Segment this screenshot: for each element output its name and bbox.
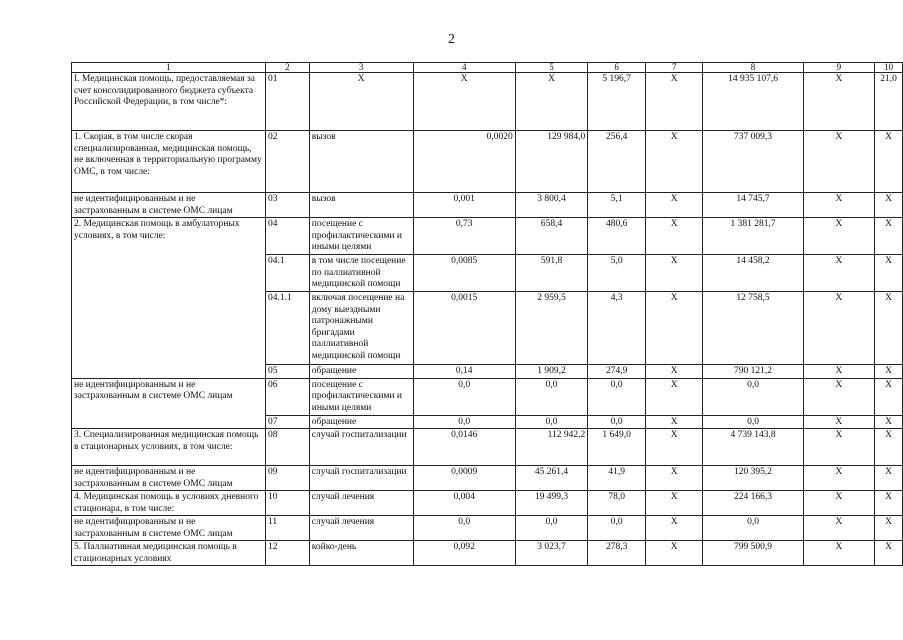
value-cell: 45 261,4: [515, 466, 588, 491]
value-cell: X: [803, 365, 874, 379]
unit-cell: X: [309, 73, 413, 131]
value-cell: X: [803, 516, 874, 541]
value-cell: X: [645, 378, 703, 415]
table-row: [72, 516, 903, 541]
value-cell: 0,0009: [413, 466, 515, 491]
value-cell: 0,0: [515, 415, 588, 429]
row-code-cell: 06: [265, 378, 309, 415]
value-cell: 0,0020: [413, 131, 515, 193]
column-header: 3: [309, 63, 413, 73]
value-cell: 120 395,2: [703, 466, 803, 491]
value-cell: 480,6: [588, 218, 646, 255]
column-number-row: [72, 63, 903, 73]
value-cell: 14 935 107,6: [703, 73, 803, 131]
table-row: [72, 541, 903, 566]
row-code-cell: 12: [265, 541, 309, 566]
value-cell: 790 121,2: [703, 365, 803, 379]
value-cell: 1 649,0: [588, 429, 646, 466]
value-cell: 0,0085: [413, 255, 515, 292]
value-cell: 0,0015: [413, 292, 515, 365]
row-name-cell: 2. Медицинская помощь в амбулаторных условиях, в том числе:: [72, 218, 266, 379]
value-cell: 591,8: [515, 255, 588, 292]
value-cell: X: [875, 466, 903, 491]
value-cell: 0,14: [413, 365, 515, 379]
unit-cell: обращение: [309, 365, 413, 379]
value-cell: 0,0: [703, 378, 803, 415]
value-cell: 5,1: [588, 193, 646, 218]
value-cell: X: [875, 415, 903, 429]
row-name-cell: 1. Скорая, в том числе скорая специализированная, медицинская помощь, не включенная в территориальную программу ОМС, в том числе:: [72, 131, 266, 193]
value-cell: 2 959,5: [515, 292, 588, 365]
value-cell: 0,73: [413, 218, 515, 255]
value-cell: X: [645, 292, 703, 365]
value-cell: 0,092: [413, 541, 515, 566]
value-cell: X: [803, 218, 874, 255]
value-cell: 112 942,2: [515, 429, 588, 466]
row-code-cell: 02: [265, 131, 309, 193]
value-cell: 0,0: [703, 516, 803, 541]
column-header: 10: [875, 63, 903, 73]
value-cell: 0,0: [515, 378, 588, 415]
row-code-cell: 04: [265, 218, 309, 255]
value-cell: 0,0: [588, 378, 646, 415]
value-cell: 5 196,7: [588, 73, 646, 131]
value-cell: 0,0: [413, 516, 515, 541]
value-cell: 0,0: [703, 415, 803, 429]
value-cell: 0,0: [588, 415, 646, 429]
table-row: [72, 466, 903, 491]
value-cell: X: [803, 292, 874, 365]
value-cell: X: [803, 131, 874, 193]
value-cell: 21,0: [875, 73, 903, 131]
value-cell: X: [803, 491, 874, 516]
table-row: [72, 193, 903, 218]
table-row: [72, 131, 903, 193]
page-number: 2: [448, 32, 455, 47]
unit-cell: случай госпитализации: [309, 466, 413, 491]
unit-cell: случай лечения: [309, 491, 413, 516]
value-cell: X: [645, 255, 703, 292]
column-header: 5: [515, 63, 588, 73]
column-header: 2: [265, 63, 309, 73]
row-code-cell: 09: [265, 466, 309, 491]
row-name-cell: 5. Паллиативная медицинская помощь в стационарных условиях: [72, 541, 266, 566]
row-code-cell: 04.1: [265, 255, 309, 292]
value-cell: X: [803, 541, 874, 566]
value-cell: X: [803, 429, 874, 466]
value-cell: X: [803, 466, 874, 491]
value-cell: 274,9: [588, 365, 646, 379]
row-code-cell: 01: [265, 73, 309, 131]
unit-cell: вызов: [309, 193, 413, 218]
row-code-cell: 10: [265, 491, 309, 516]
unit-cell: посещение с профилактическими и иными целями: [309, 378, 413, 415]
value-cell: 256,4: [588, 131, 646, 193]
value-cell: 129 984,0: [515, 131, 588, 193]
unit-cell: обращение: [309, 415, 413, 429]
value-cell: X: [645, 131, 703, 193]
value-cell: X: [645, 516, 703, 541]
value-cell: 3 023,7: [515, 541, 588, 566]
column-header: 1: [72, 63, 266, 73]
value-cell: X: [875, 255, 903, 292]
row-name-cell: не идентифицированным и не застрахованным в системе ОМС лицам: [72, 466, 266, 491]
value-cell: X: [875, 131, 903, 193]
row-name-cell: 3. Специализированная медицинская помощь в стационарных условиях, в том числе:: [72, 429, 266, 466]
table-row: [72, 491, 903, 516]
table-row: [72, 378, 903, 415]
value-cell: X: [875, 516, 903, 541]
budget-table: [71, 62, 903, 566]
unit-cell: в том числе посещение по паллиативной медицинской помощи: [309, 255, 413, 292]
table-row: [72, 218, 903, 255]
value-cell: X: [413, 73, 515, 131]
value-cell: X: [875, 292, 903, 365]
value-cell: 41,9: [588, 466, 646, 491]
column-header: 8: [703, 63, 803, 73]
value-cell: 1 909,2: [515, 365, 588, 379]
row-name-cell: не идентифицированным и не застрахованным в системе ОМС лицам: [72, 378, 266, 429]
value-cell: X: [875, 218, 903, 255]
value-cell: 658,4: [515, 218, 588, 255]
value-cell: 78,0: [588, 491, 646, 516]
value-cell: X: [875, 365, 903, 379]
value-cell: X: [645, 415, 703, 429]
value-cell: X: [645, 193, 703, 218]
value-cell: X: [803, 415, 874, 429]
value-cell: X: [875, 541, 903, 566]
value-cell: 0,0: [413, 415, 515, 429]
unit-cell: случай госпитализации: [309, 429, 413, 466]
value-cell: X: [875, 193, 903, 218]
row-code-cell: 04.1.1: [265, 292, 309, 365]
value-cell: 0,0: [588, 516, 646, 541]
value-cell: X: [803, 255, 874, 292]
value-cell: X: [645, 218, 703, 255]
value-cell: X: [645, 541, 703, 566]
value-cell: X: [645, 491, 703, 516]
unit-cell: койко-день: [309, 541, 413, 566]
table-row: [72, 429, 903, 466]
row-name-cell: не идентифицированным и не застрахованным в системе ОМС лицам: [72, 193, 266, 218]
unit-cell: посещение с профилактическими и иными целями: [309, 218, 413, 255]
row-name-cell: 4. Медицинская помощь в условиях дневного стационара, в том числе:: [72, 491, 266, 516]
value-cell: X: [803, 73, 874, 131]
column-header: 6: [588, 63, 646, 73]
unit-cell: случай лечения: [309, 516, 413, 541]
value-cell: 1 381 281,7: [703, 218, 803, 255]
unit-cell: вызов: [309, 131, 413, 193]
value-cell: 3 800,4: [515, 193, 588, 218]
value-cell: 224 166,3: [703, 491, 803, 516]
value-cell: X: [645, 365, 703, 379]
value-cell: X: [803, 193, 874, 218]
value-cell: 14 745,7: [703, 193, 803, 218]
row-code-cell: 07: [265, 415, 309, 429]
row-code-cell: 03: [265, 193, 309, 218]
value-cell: X: [645, 73, 703, 131]
value-cell: 12 758,5: [703, 292, 803, 365]
row-code-cell: 08: [265, 429, 309, 466]
value-cell: 0,0146: [413, 429, 515, 466]
value-cell: 278,3: [588, 541, 646, 566]
row-code-cell: 11: [265, 516, 309, 541]
value-cell: X: [875, 378, 903, 415]
row-name-cell: не идентифицированным и не застрахованным в системе ОМС лицам: [72, 516, 266, 541]
column-header: 7: [645, 63, 703, 73]
row-name-cell: I. Медицинская помощь, предоставляемая за счет консолидированного бюджета субъекта Российской Федерации, в том числе*:: [72, 73, 266, 131]
value-cell: X: [645, 429, 703, 466]
value-cell: X: [875, 429, 903, 466]
value-cell: X: [515, 73, 588, 131]
value-cell: 14 458,2: [703, 255, 803, 292]
value-cell: 19 499,3: [515, 491, 588, 516]
value-cell: X: [803, 378, 874, 415]
value-cell: 4 739 143,8: [703, 429, 803, 466]
column-header: 4: [413, 63, 515, 73]
value-cell: X: [645, 466, 703, 491]
value-cell: 4,3: [588, 292, 646, 365]
table-row: [72, 73, 903, 131]
value-cell: 799 500,9: [703, 541, 803, 566]
column-header: 9: [803, 63, 874, 73]
value-cell: 0,0: [413, 378, 515, 415]
unit-cell: включая посещение на дому выездными патронажными бригадами паллиативной медицинской помощи: [309, 292, 413, 365]
value-cell: X: [875, 491, 903, 516]
row-code-cell: 05: [265, 365, 309, 379]
value-cell: 5,0: [588, 255, 646, 292]
value-cell: 0,004: [413, 491, 515, 516]
value-cell: 0,0: [515, 516, 588, 541]
value-cell: 737 009,3: [703, 131, 803, 193]
value-cell: 0,001: [413, 193, 515, 218]
